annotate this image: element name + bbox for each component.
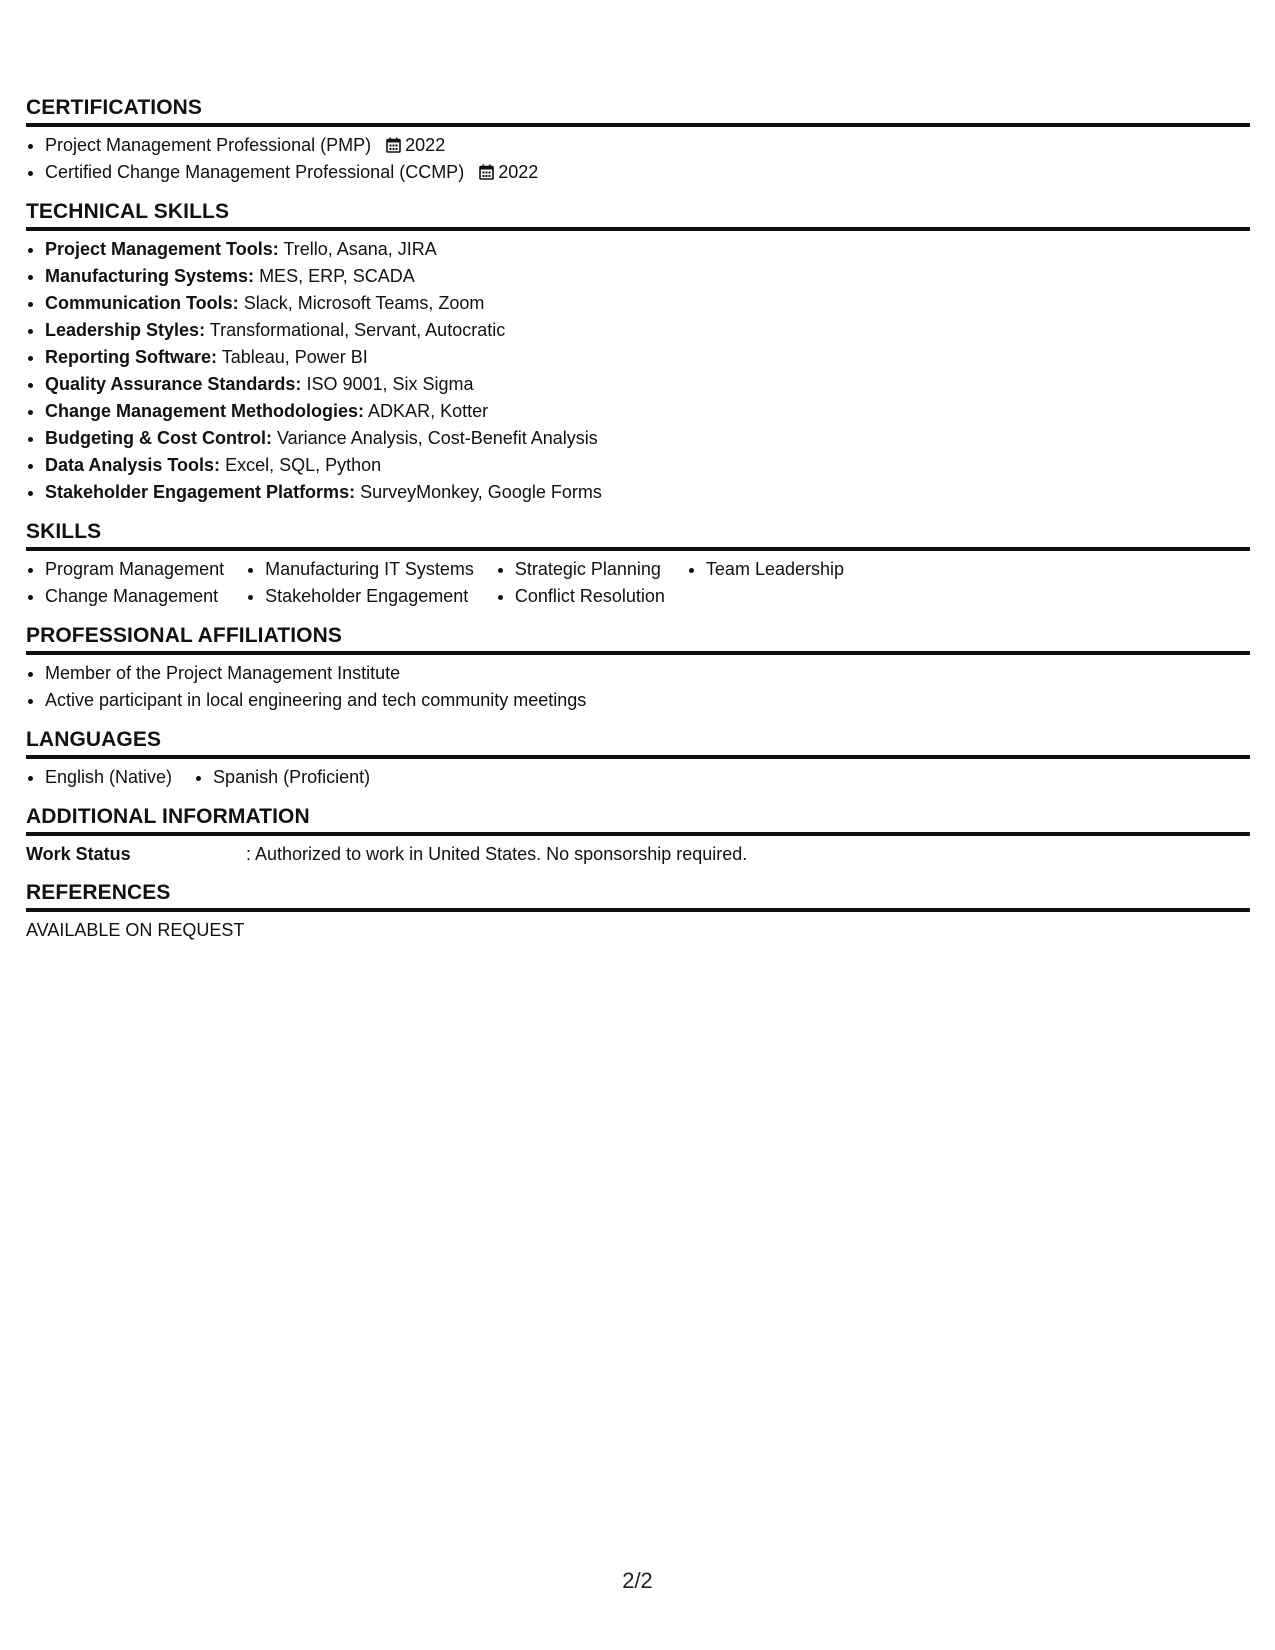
skills-column <box>496 556 665 610</box>
language-item: • Spanish (Proficient) <box>213 764 370 791</box>
certification-year: 2022 <box>405 135 446 155</box>
skill-category: Reporting Software: <box>45 347 218 367</box>
section-title-affiliations: PROFESSIONAL AFFILIATIONS <box>26 624 342 647</box>
skill-values: ADKAR, Kotter <box>368 401 489 421</box>
section-divider <box>26 755 1250 759</box>
skill-item: • Strategic Planning <box>515 556 665 583</box>
skill-category: Communication Tools: <box>45 293 239 313</box>
skill-category: Data Analysis Tools: <box>45 455 221 475</box>
certification-item <box>45 159 1250 186</box>
skill-values: Transformational, Servant, Autocratic <box>209 320 506 340</box>
technical-skill-item <box>45 371 1250 398</box>
certification-name: Project Management Professional (PMP) <box>45 135 372 155</box>
certification-year: 2022 <box>498 162 539 182</box>
skill-item: • Team Leadership <box>706 556 844 583</box>
skill-category: Leadership Styles: <box>45 320 206 340</box>
section-title-certifications: CERTIFICATIONS <box>26 96 203 119</box>
skill-category: Change Management Methodologies: <box>45 401 365 421</box>
section-title-skills: SKILLS <box>26 520 102 543</box>
calendar-icon <box>479 164 494 180</box>
section-divider <box>26 832 1250 836</box>
technical-skill-item <box>45 236 1250 263</box>
certification-item <box>45 132 1250 159</box>
certification-name: Certified Change Management Professional (CCMP) <box>45 162 465 182</box>
skill-values: Slack, Microsoft Teams, Zoom <box>243 293 485 313</box>
affiliations-section <box>26 624 1250 714</box>
section-divider <box>26 123 1250 127</box>
skill-item: • Conflict Resolution <box>515 583 665 610</box>
section-title-languages: LANGUAGES <box>26 728 162 751</box>
skill-values: Tableau, Power BI <box>221 347 368 367</box>
skill-item: • Program Management <box>45 556 224 583</box>
resume-page <box>26 96 1250 957</box>
technical-skills-section <box>26 200 1250 506</box>
skill-values: MES, ERP, SCADA <box>259 266 415 286</box>
languages-section <box>26 728 1250 791</box>
technical-skill-item <box>45 398 1250 425</box>
skill-category: Stakeholder Engagement Platforms: <box>45 482 356 502</box>
affiliation-item: • Active participant in local engineering and tech community meetings <box>45 687 1250 714</box>
calendar-icon <box>386 137 401 153</box>
skill-item: • Stakeholder Engagement <box>265 583 474 610</box>
skill-item: • Change Management <box>45 583 224 610</box>
technical-skills-list <box>26 236 1250 506</box>
section-title-additional-info: ADDITIONAL INFORMATION <box>26 805 310 828</box>
technical-skill-item <box>45 263 1250 290</box>
info-row-work-status <box>26 841 1250 867</box>
languages-row <box>26 764 1250 791</box>
skill-values: ISO 9001, Six Sigma <box>306 374 474 394</box>
references-text: AVAILABLE ON REQUEST <box>26 920 245 940</box>
technical-skill-item <box>45 344 1250 371</box>
skills-grid <box>26 556 1250 610</box>
skill-category: Budgeting & Cost Control: <box>45 428 272 448</box>
affiliations-list <box>26 660 1250 714</box>
skill-values: Variance Analysis, Cost-Benefit Analysis <box>276 428 598 448</box>
section-divider <box>26 227 1250 231</box>
references-section <box>26 881 1250 943</box>
technical-skill-item <box>45 317 1250 344</box>
skill-item: • Manufacturing IT Systems <box>265 556 474 583</box>
certifications-list <box>26 132 1250 186</box>
skills-column <box>687 556 844 610</box>
skill-category: Project Management Tools: <box>45 239 279 259</box>
skill-values: SurveyMonkey, Google Forms <box>360 482 602 502</box>
additional-info-section <box>26 805 1250 867</box>
technical-skill-item <box>45 452 1250 479</box>
technical-skill-item <box>45 425 1250 452</box>
section-title-technical-skills: TECHNICAL SKILLS <box>26 200 230 223</box>
skills-column <box>246 556 474 610</box>
info-label: Work Status <box>26 844 131 864</box>
technical-skill-item <box>45 290 1250 317</box>
skills-column <box>26 556 224 610</box>
certifications-section <box>26 96 1250 186</box>
section-title-references: REFERENCES <box>26 881 171 904</box>
page-number: 2/2 <box>622 1568 653 1593</box>
skills-section <box>26 520 1250 610</box>
skill-category: Quality Assurance Standards: <box>45 374 302 394</box>
skill-values: Excel, SQL, Python <box>225 455 382 475</box>
section-divider <box>26 547 1250 551</box>
technical-skill-item <box>45 479 1250 506</box>
section-divider <box>26 908 1250 912</box>
skill-category: Manufacturing Systems: <box>45 266 255 286</box>
section-divider <box>26 651 1250 655</box>
skill-values: Trello, Asana, JIRA <box>283 239 437 259</box>
info-value: : Authorized to work in United States. No sponsorship required. <box>246 844 748 864</box>
affiliation-item: • Member of the Project Management Institute <box>45 660 1250 687</box>
language-item: • English (Native) <box>45 764 172 791</box>
